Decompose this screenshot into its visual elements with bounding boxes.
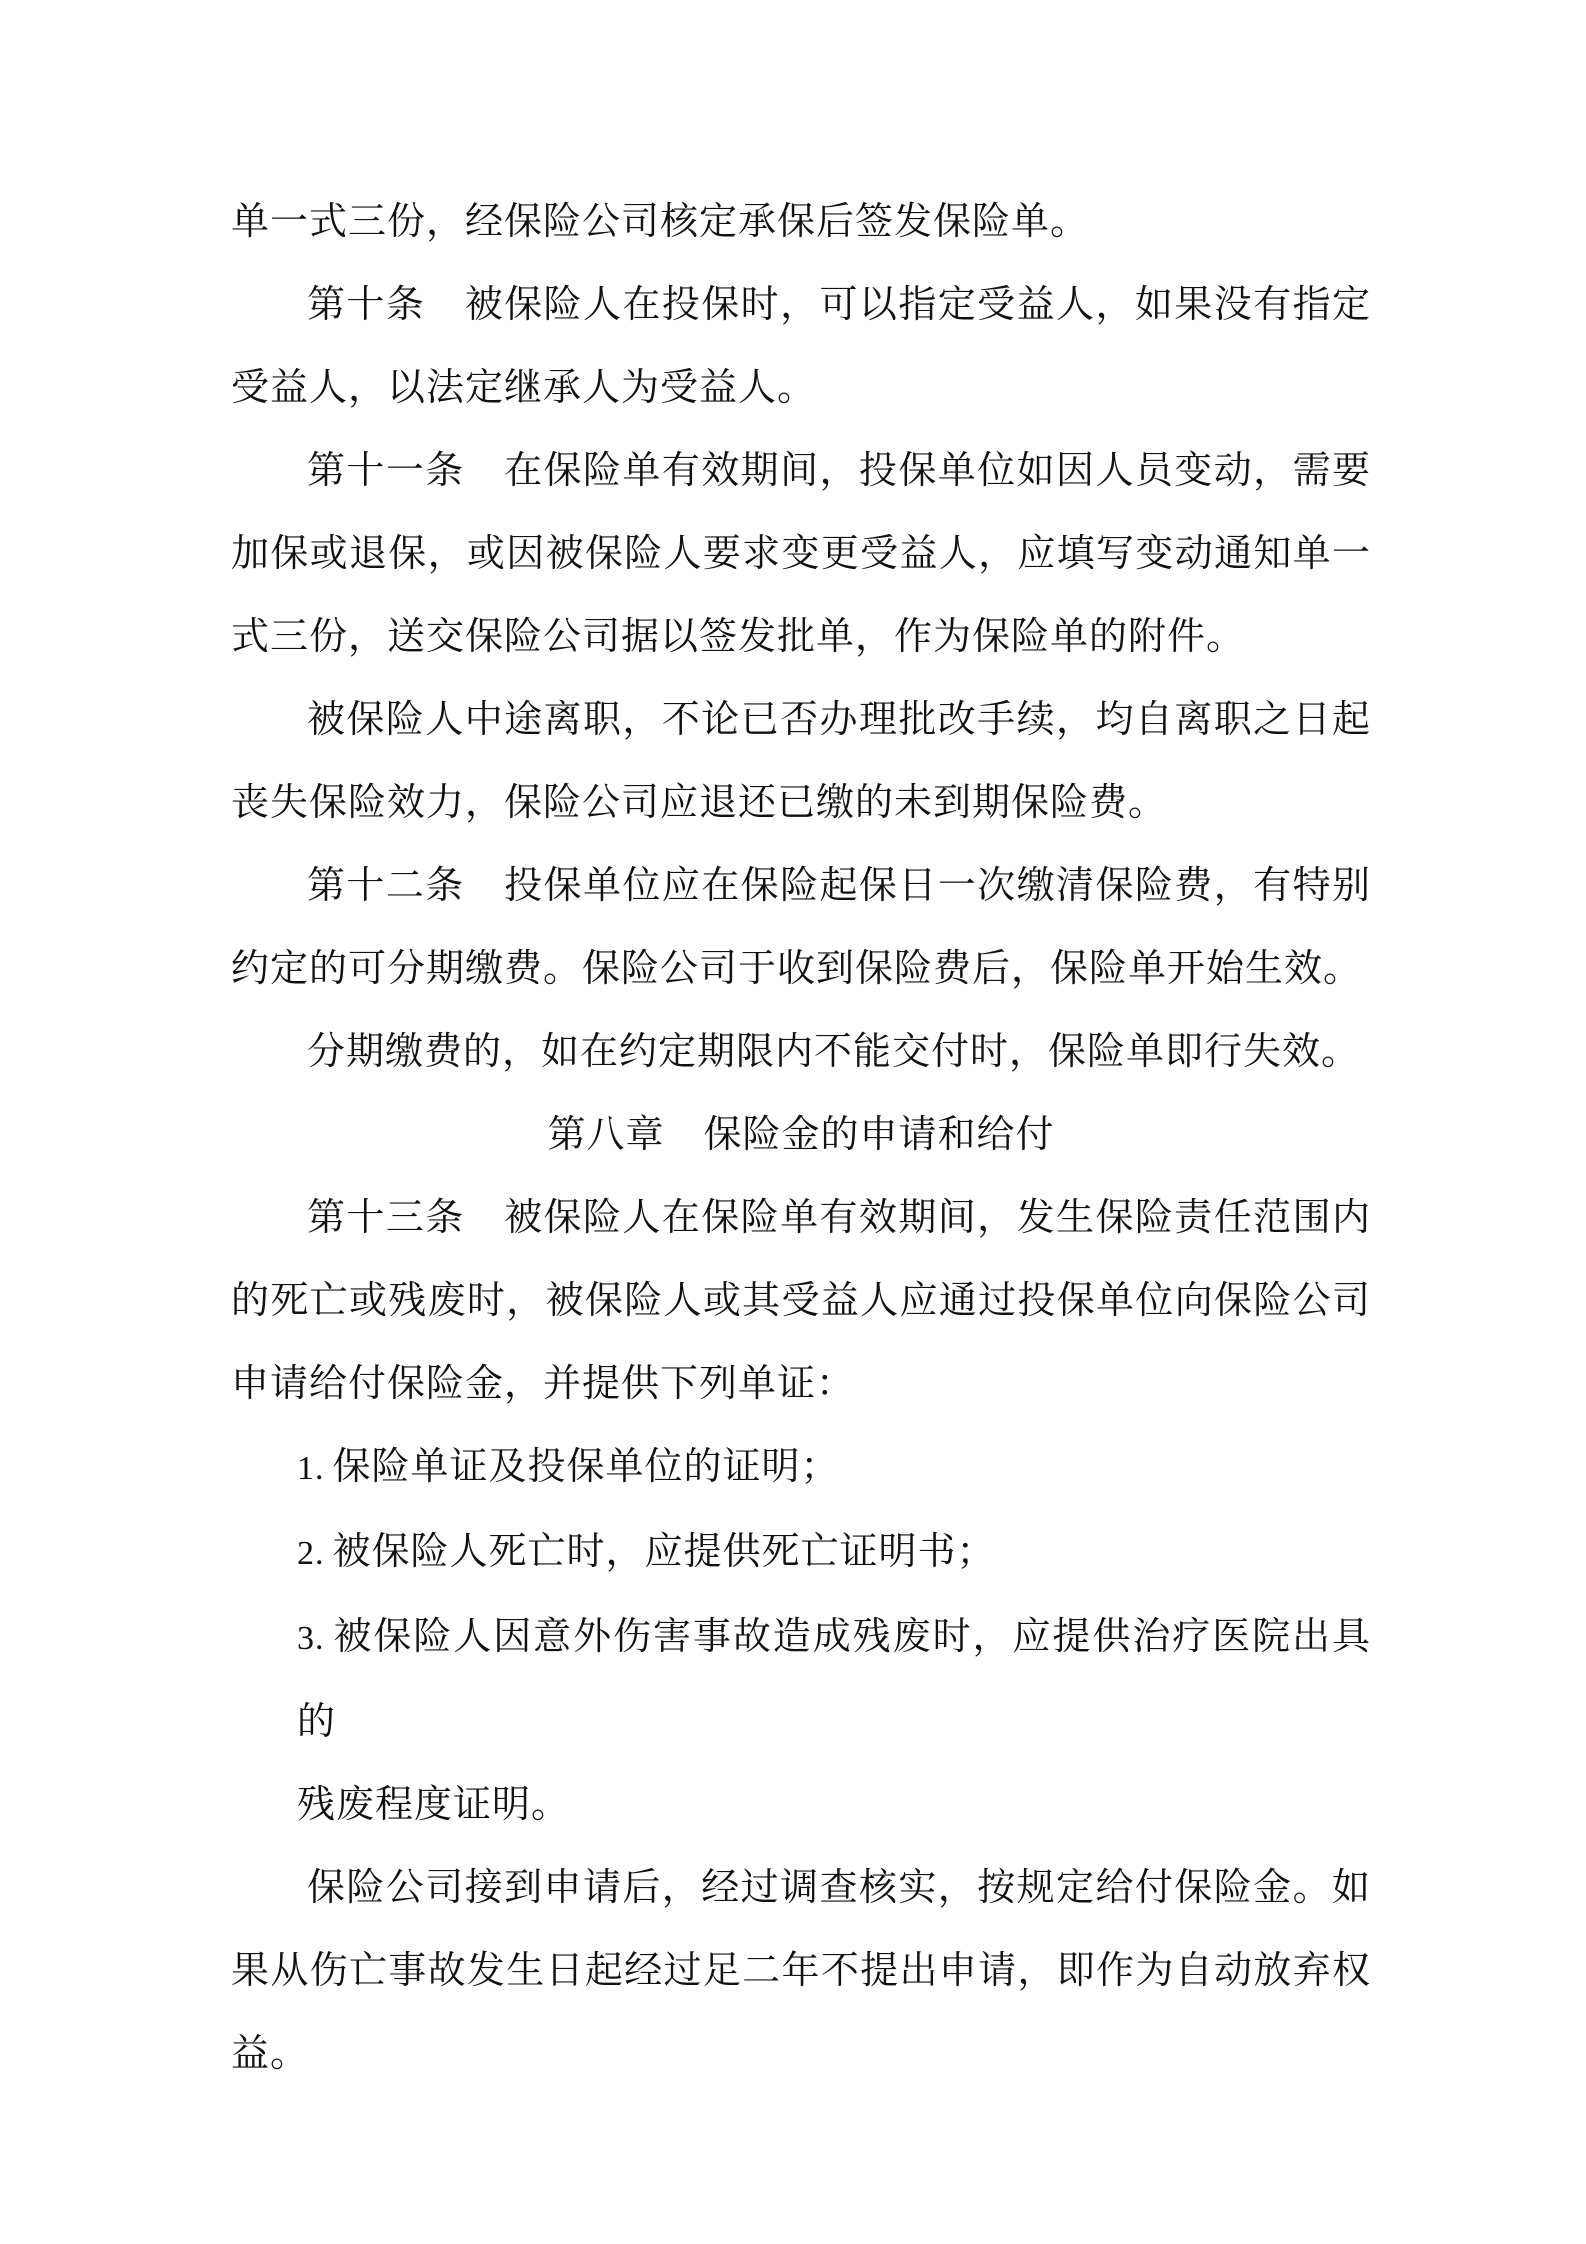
paragraph-continuation: 单一式三份，经保险公司核定承保后签发保险单。 xyxy=(231,199,1090,243)
list-text: 被保险人因意外伤害事故造成残废时，应提供治疗医院出具的 xyxy=(297,1614,1371,1743)
article-11-resignation: 被保险人中途离职，不论已否办理批改手续，均自离职之日起丧失保险效力，保险公司应退还已缴的未到期保险费。 xyxy=(231,697,1371,824)
article-10: 第十条 被保险人在投保时，可以指定受益人，如果没有指定受益人，以法定继承人为受益人。 xyxy=(231,282,1371,409)
list-item xyxy=(231,1510,1371,1595)
chapter-heading: 第八章 保险金的申请和给付 xyxy=(547,1112,1055,1156)
document-body xyxy=(231,180,1371,2095)
list-text: 保险单证及投保单位的证明； xyxy=(332,1444,840,1488)
article-13-claim-processing: 保险公司接到申请后，经过调查核实，按规定给付保险金。如果从伤亡事故发生日起经过足二年不提出申请，即作为自动放弃权益。 xyxy=(231,1865,1371,2075)
list-number: 3. xyxy=(297,1620,325,1657)
list-text: 被保险人死亡时，应提供死亡证明书； xyxy=(332,1529,996,1573)
article-12: 第十二条 投保单位应在保险起保日一次缴清保险费，有特别约定的可分期缴费。保险公司于收到保险费后，保险单开始生效。 xyxy=(231,863,1371,990)
list-item xyxy=(231,1425,1371,1510)
article-11: 第十一条 在保险单有效期间，投保单位如因人员变动，需要加保或退保，或因被保险人要求变更受益人，应填写变动通知单一式三份，送交保险公司据以签发批单，作为保险单的附件。 xyxy=(231,448,1371,658)
article-13: 第十三条 被保险人在保险单有效期间，发生保险责任范围内的死亡或残废时，被保险人或其受益人应通过投保单位向保险公司申请给付保险金，并提供下列单证： xyxy=(231,1195,1371,1405)
list-text-continuation: 残废程度证明。 xyxy=(297,1782,571,1826)
list-number: 2. xyxy=(297,1535,325,1572)
list-item xyxy=(231,1595,1371,1846)
list-number: 1. xyxy=(297,1450,325,1487)
article-12-installments: 分期缴费的，如在约定期限内不能交付时，保险单即行失效。 xyxy=(307,1029,1361,1073)
